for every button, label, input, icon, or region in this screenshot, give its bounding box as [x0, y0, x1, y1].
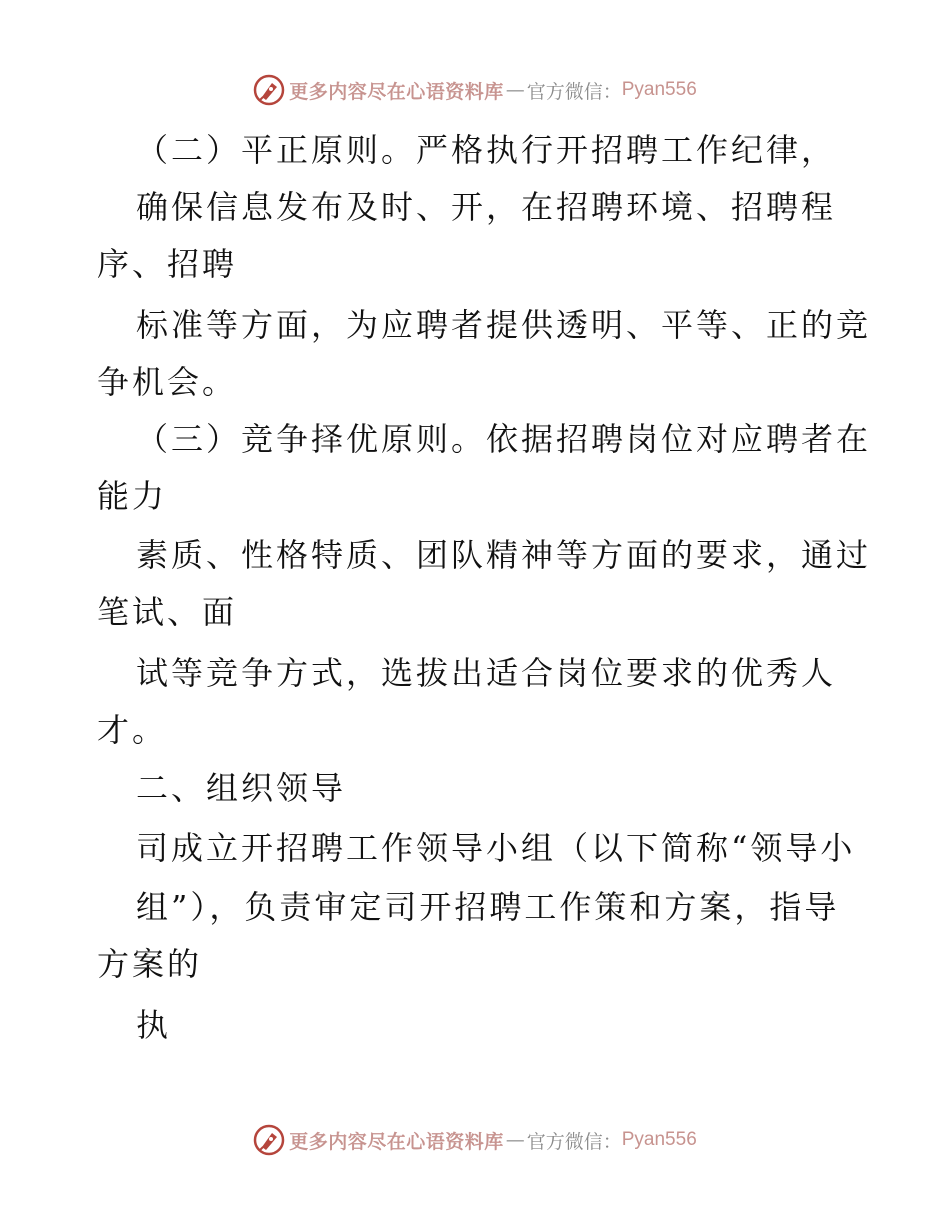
watermark-dash: —	[505, 79, 525, 101]
text-line: （二）平正原则。严格执行开招聘工作纪律，	[136, 131, 837, 169]
header-watermark	[0, 70, 950, 110]
text-line: 争机会。	[97, 363, 238, 401]
pen-nib-logo-icon	[253, 1124, 285, 1156]
watermark-id: Pyan556	[621, 79, 697, 100]
watermark-site-text: 更多内容尽在心语资料库	[289, 1130, 504, 1153]
watermark-id: Pyan556	[621, 1129, 697, 1150]
watermark-label: 官方微信：	[526, 1130, 622, 1153]
text-line: 标准等方面，为应聘者提供透明、平等、正的竞	[136, 306, 872, 344]
text-line: 素质、性格特质、团队精神等方面的要求，通过	[136, 536, 872, 574]
text-line: 能力	[97, 477, 168, 515]
text-line: 方案的	[97, 945, 203, 983]
footer-watermark	[0, 1120, 950, 1160]
pen-nib-logo-icon	[253, 74, 285, 106]
text-line: 才。	[97, 711, 168, 749]
watermark-site-text: 更多内容尽在心语资料库	[289, 80, 504, 103]
section-heading: 二、组织领导	[136, 769, 347, 807]
text-line: 序、招聘	[97, 245, 238, 283]
watermark-dash: —	[505, 1129, 525, 1151]
watermark-label: 官方微信：	[526, 80, 622, 103]
text-line: 执	[136, 1006, 172, 1044]
text-line: （三）竞争择优原则。依据招聘岗位对应聘者在	[136, 420, 872, 458]
text-line: 试等竞争方式，选拔出适合岗位要求的优秀人	[136, 654, 837, 692]
text-line: 司成立开招聘工作领导小组（以下简称“领导小	[136, 829, 856, 867]
text-line: 组”），负责审定司开招聘工作策和方案，指导	[136, 888, 840, 926]
text-line: 笔试、面	[97, 593, 238, 631]
text-line: 确保信息发布及时、开，在招聘环境、招聘程	[136, 188, 837, 226]
